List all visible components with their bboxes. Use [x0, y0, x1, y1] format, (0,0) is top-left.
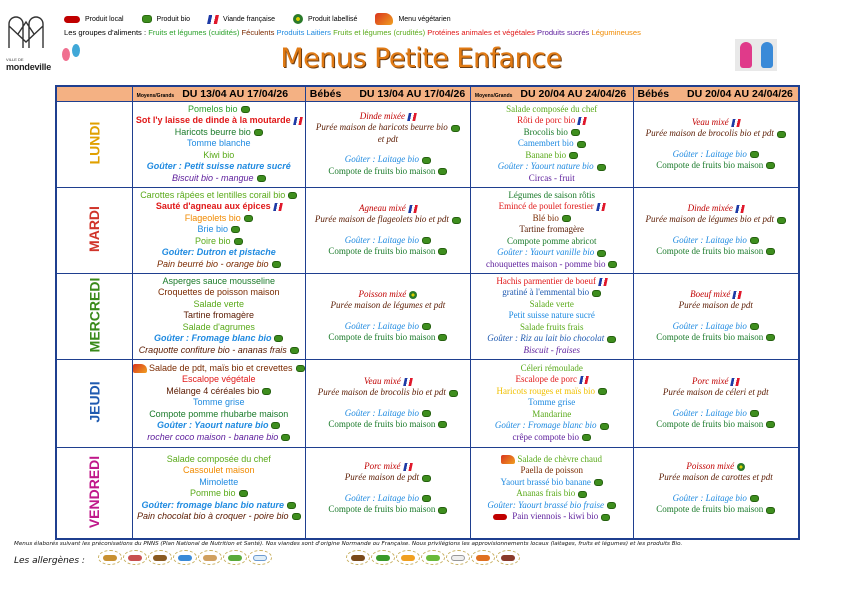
menu-line: Tartine fromagère [183, 310, 254, 321]
menu-line: Veau mixé [306, 376, 470, 387]
french-flag-icon [403, 463, 413, 471]
menu-line: Porc mixé [306, 461, 470, 472]
snack-line: Compote de fruits bio maison [634, 504, 798, 515]
bio-icon [438, 334, 447, 341]
menu-cell [132, 447, 305, 539]
snack-line: Circas - fruit [528, 172, 575, 183]
snack-line: Compote de fruits bio maison [306, 246, 470, 257]
bio-icon [449, 390, 458, 397]
menu-cell [470, 447, 633, 539]
bio-icon [292, 513, 301, 520]
bio-icon [750, 410, 759, 417]
peanuts-icon [198, 550, 222, 565]
menu-line: Purée maison de flageolets bio et pdt [306, 214, 470, 225]
day-label: JEUDI [86, 381, 103, 423]
bio-icon [750, 495, 759, 502]
lupin-icon [471, 550, 495, 565]
menu-line: Purée maison de carottes et pdt [658, 472, 773, 483]
table-header-row [56, 86, 799, 101]
bio-icon [569, 152, 578, 159]
bio-icon [272, 261, 281, 268]
vegetarian-icon [501, 455, 515, 464]
food-group: Fruits et légumes (crudités) [333, 28, 426, 37]
fish-icon [173, 550, 197, 565]
bio-icon [274, 335, 283, 342]
bio-icon [600, 423, 609, 430]
menu-line: Purée maison de pdt [678, 300, 753, 311]
snack-line: Pain chocolat bio à croquer - poire bio [133, 511, 305, 522]
menu-line: Poisson mixé [634, 461, 798, 472]
menu-line: Mimolette [199, 476, 239, 487]
bio-icon [422, 475, 431, 482]
mustard-icon [396, 550, 420, 565]
french-flag-icon [731, 119, 741, 127]
bio-icon [601, 514, 610, 521]
bio-icon [438, 248, 447, 255]
menu-line: Sot l'y laisse de dinde à la moutarde [133, 115, 305, 126]
menu-line: Poire bio [133, 236, 305, 247]
bio-icon [254, 129, 263, 136]
bio-icon [281, 434, 290, 441]
label-seal-icon [293, 14, 303, 24]
bio-icon [750, 151, 759, 158]
menu-line: Tomme grise [528, 397, 576, 408]
menu-line: Purée maison de haricots beurre bio [306, 122, 470, 133]
bio-icon [766, 162, 775, 169]
vegetarian-icon [133, 364, 147, 373]
table-row [56, 187, 799, 273]
sesame-icon [421, 550, 445, 565]
bio-icon [231, 226, 240, 233]
legend [64, 13, 465, 25]
col-header [305, 86, 470, 101]
snack-line: Goûter : Laitage bio [306, 154, 470, 165]
menu-line: Kiwi bio [203, 149, 235, 160]
menu-cell [633, 187, 799, 273]
menu-line: Asperges sauce mousseline [162, 276, 276, 287]
legend-label: Produit bio [156, 15, 190, 23]
bio-icon [607, 502, 616, 509]
menu-line: Paella de poisson [520, 465, 583, 476]
menu-line: Salade composée du chef [166, 454, 271, 465]
menu-line: Banane bio [471, 150, 633, 161]
food-group: Produits sucrés [537, 28, 590, 37]
bio-icon [608, 261, 617, 268]
bio-icon [244, 215, 253, 222]
snack-line: Compote de fruits bio maison [306, 166, 470, 177]
soy-icon [223, 550, 247, 565]
bio-icon [142, 15, 152, 23]
menu-line: Mandarine [532, 408, 572, 419]
menu-line: Pomme bio [133, 488, 305, 499]
label-seal-icon [737, 463, 745, 471]
table-row [56, 273, 799, 359]
table-row [56, 447, 799, 539]
french-flag-icon [596, 203, 606, 211]
page-title: Menus Petite Enfance [280, 43, 562, 74]
col-audience: Bébés [637, 87, 670, 100]
menu-line: Dinde mixée [634, 203, 798, 214]
bio-icon [592, 290, 601, 297]
table-row [56, 101, 799, 187]
menu-cell [470, 101, 633, 187]
day-cell [56, 101, 132, 187]
bio-icon [607, 336, 616, 343]
bio-icon [257, 175, 266, 182]
menu-line: Cassoulet maison [182, 465, 255, 476]
menu-line: Croquettes de poisson maison [157, 287, 280, 298]
legend-label: Viande française [223, 15, 276, 23]
milk-icon [248, 550, 272, 565]
day-cell [56, 273, 132, 359]
col-header [470, 86, 633, 101]
menu-line: Carottes râpées et lentilles corail bio [133, 190, 305, 201]
snack-line: Goûter : Fromage blanc bio [471, 420, 633, 431]
snack-line: Goûter : Petit suisse nature sucré [146, 161, 291, 172]
col-range: DU 20/04 AU 24/04/26 [687, 87, 793, 100]
menu-line: Tartine fromagère [519, 224, 584, 235]
legend-bio [142, 15, 190, 23]
french-flag-icon [735, 205, 745, 213]
snack-line: Compote de fruits bio maison [306, 504, 470, 515]
col-range: DU 13/04 AU 17/04/26 [359, 87, 466, 100]
french-flag-icon [407, 113, 417, 121]
food-group: Protéines animales et végétales [427, 28, 535, 37]
bio-icon [750, 237, 759, 244]
col-audience: Moyens/Grands [136, 92, 175, 99]
bio-icon [241, 106, 250, 113]
snack-line: chouquettes maison - pomme bio [471, 259, 633, 270]
menu-cell [633, 101, 799, 187]
french-flag-icon [293, 117, 303, 125]
bio-icon [451, 125, 460, 132]
day-label: VENDREDI [86, 455, 103, 528]
menu-line: Poisson mixé [306, 289, 470, 300]
bio-icon [422, 495, 431, 502]
bio-icon [571, 129, 580, 136]
food-group: Fruits et légumes (cuidités) [148, 28, 240, 37]
day-label: MARDI [86, 206, 103, 252]
molluscs-icon [496, 550, 520, 565]
snack-line: Goûter : Laitage bio [306, 235, 470, 246]
snack-line: Pain beurré bio - orange bio [133, 259, 305, 270]
menu-line: Blé bio [471, 213, 633, 224]
menu-cell [305, 187, 470, 273]
menu-cell [305, 101, 470, 187]
menu-line: Ananas frais bio [471, 488, 633, 499]
french-flag-icon [577, 117, 587, 125]
menu-line: gratiné à l'emmental bio [471, 287, 633, 298]
snack-line: Goûter: Yaourt brassé bio fraise [471, 500, 633, 511]
snack-line: Goûter : Yaourt nature bio [133, 420, 305, 431]
menu-line: Hachis parmentier de boeuf [471, 276, 633, 287]
snack-line: Compote de fruits bio maison [634, 160, 798, 171]
menu-line: Rôti de porc bio [471, 115, 633, 126]
bio-icon [766, 507, 775, 514]
header-blank [56, 86, 132, 101]
menu-line: Salade d'agrumes [182, 321, 255, 332]
table-row [56, 359, 799, 447]
bio-icon [766, 334, 775, 341]
bio-icon [562, 215, 571, 222]
menu-cell [470, 359, 633, 447]
bio-icon [438, 168, 447, 175]
bio-icon [597, 250, 606, 257]
snack-line: Compote de fruits bio maison [634, 246, 798, 257]
menu-cell [470, 273, 633, 359]
col-range: DU 20/04 AU 24/04/26 [520, 87, 627, 100]
celery-icon [371, 550, 395, 565]
bio-icon [598, 388, 607, 395]
local-product-icon [64, 16, 80, 23]
french-flag-icon [408, 205, 418, 213]
bio-icon [597, 164, 606, 171]
food-groups-prefix: Les groupes d'aliments : [64, 28, 149, 37]
menu-line: Veau mixé [634, 117, 798, 128]
bio-icon [578, 491, 587, 498]
bio-icon [422, 410, 431, 417]
bio-icon [766, 421, 775, 428]
snack-line: Goûter : Laitage bio [306, 493, 470, 504]
snack-line: Goûter : Fromage blanc bio [133, 333, 305, 344]
col-header [633, 86, 799, 101]
snack-line: Goûter : Yaourt vanille bio [471, 247, 633, 258]
bio-icon [438, 421, 447, 428]
french-flag-icon [273, 203, 283, 211]
menu-cell [633, 359, 799, 447]
day-label: LUNDI [86, 121, 103, 165]
bio-icon [777, 217, 786, 224]
bio-icon [422, 157, 431, 164]
menu-line: Tomme grise [192, 397, 245, 408]
snack-line: Compote de fruits bio maison [306, 332, 470, 343]
menu-line: Salade de pdt, maïs bio et crevettes [133, 363, 305, 374]
legend-vegetarian [375, 13, 450, 25]
snack-line: Compote de fruits bio maison [634, 332, 798, 343]
snack-line: crêpe compote bio [471, 432, 633, 443]
food-group: Légumineuses [591, 28, 641, 37]
menu-line: Brocolis bio [471, 127, 633, 138]
menu-line: et pdt [377, 133, 398, 144]
day-cell [56, 187, 132, 273]
snack-line: Goûter : Laitage bio [634, 149, 798, 160]
bio-icon [452, 217, 461, 224]
menu-line: Purée maison de brocolis bio et pdt [634, 128, 798, 139]
bio-icon [750, 323, 759, 330]
menu-line: Petit suisse nature sucré [508, 310, 595, 321]
menu-line: Camembert bio [471, 138, 633, 149]
logo-town-name: mondeville [6, 62, 52, 72]
menu-cell [305, 447, 470, 539]
snack-line: rocher coco maison - banane bio [133, 432, 305, 443]
babies-illustration-icon [735, 39, 777, 71]
menu-cell [132, 187, 305, 273]
menu-line: Salade verte [193, 298, 244, 309]
bio-icon [438, 507, 447, 514]
menu-cell [132, 359, 305, 447]
allergens-label: Les allergènes : [14, 556, 85, 566]
legend-label: Produit labellisé [308, 15, 358, 23]
bio-icon [296, 365, 305, 372]
snack-line: Goûter: fromage blanc bio nature [133, 500, 305, 511]
nuts-icon [346, 550, 370, 565]
bio-icon [777, 131, 786, 138]
menu-cell [305, 273, 470, 359]
bio-icon [234, 238, 243, 245]
menu-table [55, 85, 800, 540]
snack-line: Goûter : Laitage bio [634, 493, 798, 504]
snack-line: Goûter : Yaourt nature bio [471, 161, 633, 172]
bio-icon [262, 388, 271, 395]
menu-line: Pomelos bio [133, 104, 305, 115]
bio-icon [422, 323, 431, 330]
bio-icon [766, 248, 775, 255]
legend-french-meat [208, 15, 275, 24]
snack-line: Goûter : Laitage bio [306, 408, 470, 419]
menu-line: Purée maison de légumes bio et pdt [634, 214, 798, 225]
menu-line: Purée maison de brocolis bio et pdt [306, 387, 470, 398]
day-label: MERCREDI [86, 277, 103, 353]
snack-line: Goûter : Riz au lait bio chocolat [471, 333, 633, 344]
menu-cell [633, 273, 799, 359]
logo-small-text: VILLE DE [6, 57, 24, 62]
food-group: Produits Laitiers [276, 28, 331, 37]
menu-line: Tomme blanche [186, 138, 251, 149]
col-range: DU 13/04 AU 17/04/26 [182, 87, 289, 100]
menu-line: Boeuf mixé [634, 289, 798, 300]
menu-line: Mélange 4 céréales bio [133, 386, 305, 397]
snack-line: Biscuit bio - mangue [133, 173, 305, 184]
snack-line: Goûter : Laitage bio [634, 321, 798, 332]
gluten-icon [98, 550, 122, 565]
snack-line: Biscuit - fraises [523, 344, 580, 355]
menu-line: Salade de chèvre chaud [471, 454, 633, 465]
snack-line: Pain viennois - kiwi bio [471, 511, 633, 522]
bio-icon [582, 434, 591, 441]
food-group: Féculents [241, 28, 275, 37]
menu-cell [132, 101, 305, 187]
menu-line: Salade verte [529, 298, 574, 309]
menu-line: Compote pomme rhubarbe maison [149, 408, 289, 419]
snack-line: Goûter : Laitage bio [306, 321, 470, 332]
crustaceans-icon [123, 550, 147, 565]
french-flag-icon [731, 378, 741, 386]
vegetarian-icon [375, 13, 393, 25]
snack-line: Craquotte confiture bio - ananas frais [133, 345, 305, 356]
legend-label: Produit local [85, 15, 124, 23]
menu-line: Légumes de saison rôtis [508, 190, 596, 201]
bio-icon [577, 141, 586, 148]
allergens-icons-group-2 [346, 550, 520, 565]
menu-line: Purée maison de céleri et pdt [662, 387, 769, 398]
bio-icon [594, 479, 603, 486]
col-audience: Bébés [309, 87, 342, 100]
bio-icon [288, 192, 297, 199]
french-flag-icon [579, 376, 589, 384]
day-cell [56, 447, 132, 539]
french-flag-icon [598, 278, 608, 286]
menu-line: Haricots beurre bio [133, 127, 305, 138]
snack-line: Goûter: Dutron et pistache [161, 247, 276, 258]
menu-line: Flageolets bio [133, 213, 305, 224]
legend-label: Menu végétarien [398, 15, 451, 23]
menu-line: Purée maison de légumes et pdt [330, 300, 446, 311]
legend-label [293, 14, 357, 24]
day-cell [56, 359, 132, 447]
menu-line: Escalope de porc [471, 374, 633, 385]
sulphites-icon [446, 550, 470, 565]
menu-line: Compote pomme abricot [506, 235, 597, 246]
bio-icon [422, 237, 431, 244]
menu-line: Porc mixé [634, 376, 798, 387]
snack-line: Compote de fruits bio maison [306, 419, 470, 430]
col-header [132, 86, 305, 101]
menu-cell [470, 187, 633, 273]
bio-icon [287, 502, 296, 509]
snack-line: Compote de fruits bio maison [634, 419, 798, 430]
bio-icon [271, 422, 280, 429]
menu-line: Sauté d'agneau aux épices [133, 201, 305, 212]
bio-icon [239, 490, 248, 497]
menu-line: Purée maison de pdt [306, 472, 470, 483]
french-flag-icon [403, 378, 413, 386]
food-groups [64, 28, 641, 37]
menu-line: Haricots rouges et maïs bio [471, 386, 633, 397]
eggs-icon [148, 550, 172, 565]
legend-local [64, 16, 124, 23]
menu-line: Brie bio [133, 224, 305, 235]
allergens-icons-group-1 [98, 550, 272, 565]
snack-line: Goûter : Laitage bio [634, 235, 798, 246]
menu-line: Salade fruits frais [519, 321, 584, 332]
local-product-icon [493, 514, 507, 520]
menu-cell [132, 273, 305, 359]
menu-cell [633, 447, 799, 539]
snack-line: Goûter : Laitage bio [634, 408, 798, 419]
menu-line: Dinde mixée [306, 111, 470, 122]
menu-line: Escalope végétale [181, 374, 256, 385]
french-flag-icon [207, 15, 219, 24]
menu-line: Yaourt brassé bio banane [471, 477, 633, 488]
menu-line: Céleri rémoulade [520, 363, 583, 374]
menu-cell [305, 359, 470, 447]
label-seal-icon [409, 291, 417, 299]
menu-line: Salade composée du chef [506, 104, 598, 115]
french-flag-icon [733, 291, 743, 299]
col-audience: Moyens/Grands [474, 92, 513, 99]
menu-line: Agneau mixé [306, 203, 470, 214]
footer-note: Menus élaborés suivant les préconisations du PNNS (Plan National de Nutrition et Santé). Nos viandes sont d'origine Normande ou Française. Nous privilégions les approvisionnements locaux (laitages, fruits et légumes) et les produits Bio. [14, 541, 683, 547]
menu-line: Emincé de poulet forestier [471, 201, 633, 212]
bio-icon [290, 347, 299, 354]
